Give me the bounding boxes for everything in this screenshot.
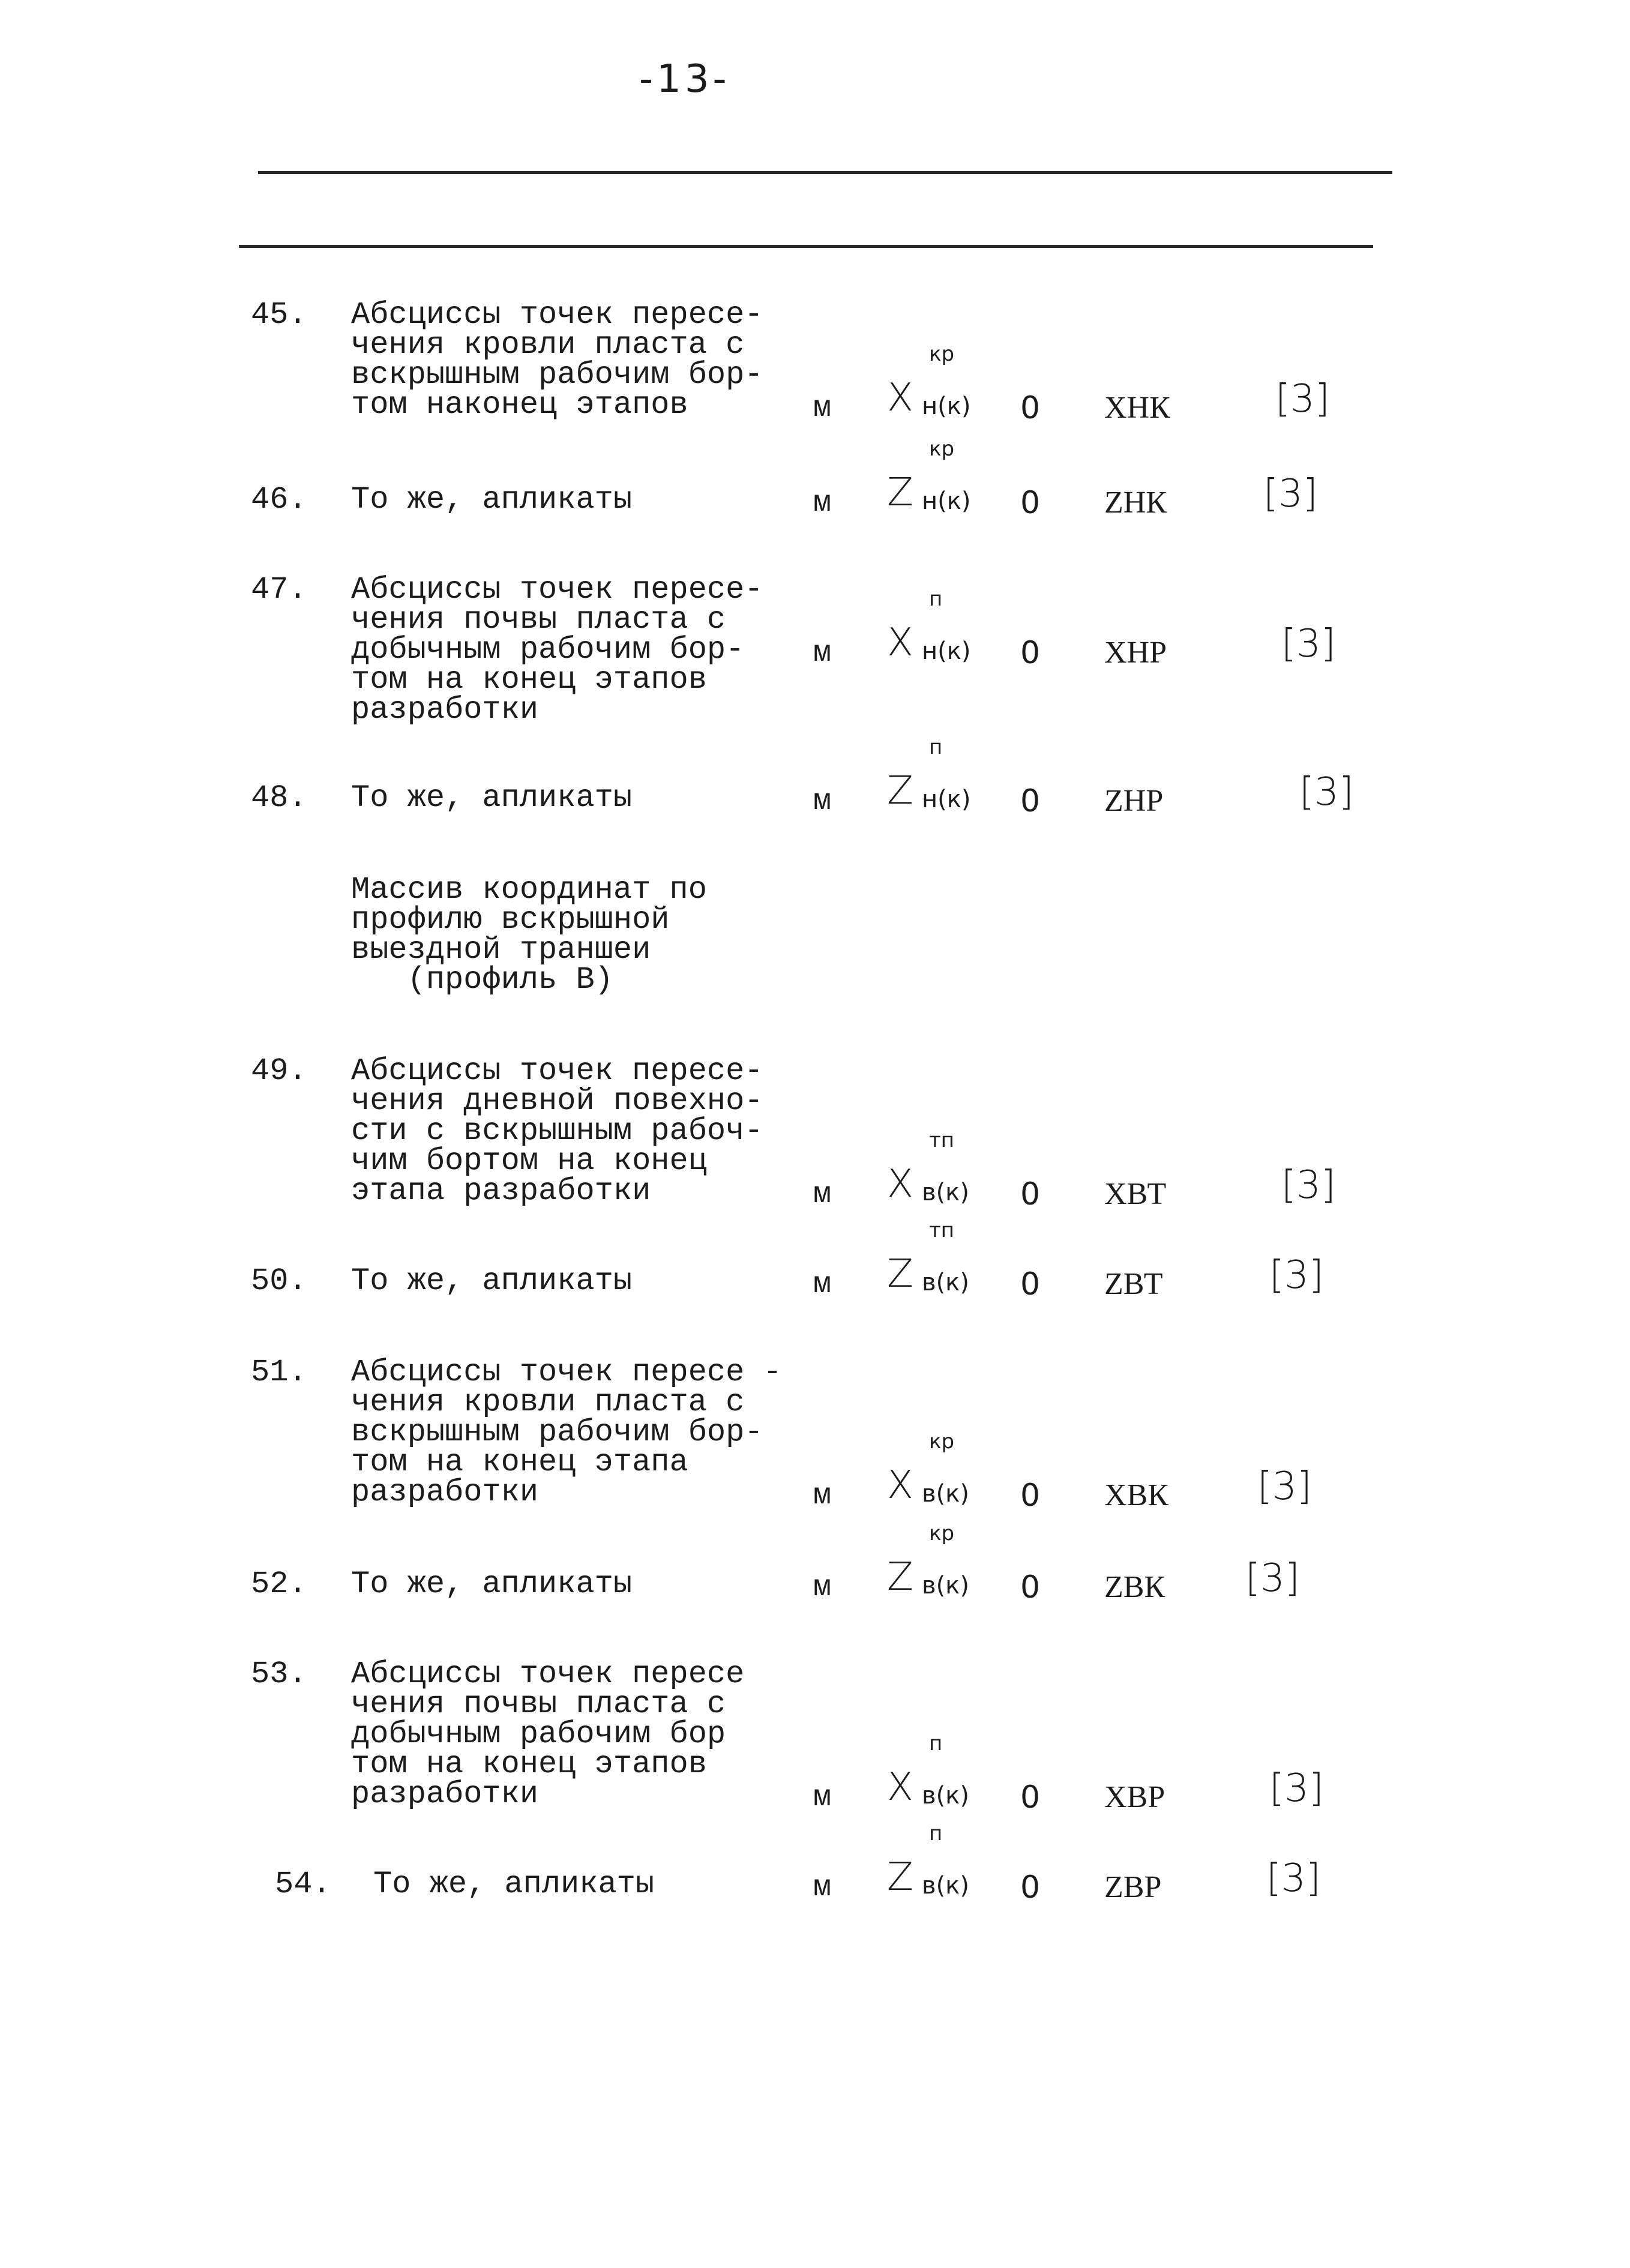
description-line: Абсциссы точек пересе-	[351, 297, 763, 332]
item-number: 54.	[275, 1866, 331, 1902]
description-line: Абсциссы точек пересе	[351, 1656, 745, 1692]
description-line: То же, апликаты	[373, 1866, 655, 1902]
description-line: том на конец этапа	[351, 1445, 688, 1480]
symbol-base: X	[887, 1463, 913, 1508]
reference: [3]	[1245, 1556, 1300, 1601]
unit: м	[813, 1871, 832, 1905]
item-description	[351, 572, 807, 727]
math-symbol	[887, 735, 1025, 813]
description-line: том на конец этапов	[351, 1746, 707, 1782]
item-description	[351, 482, 807, 517]
description-line: вскрышным рабочим бор-	[351, 357, 763, 393]
symbol-subscript: в(к)	[922, 1269, 969, 1296]
initial-value: 0	[1020, 1779, 1041, 1815]
symbol-superscript: кр	[929, 1521, 955, 1545]
description-line: То же, апликаты	[351, 1566, 633, 1602]
description-line: профилю вскрышной	[351, 902, 670, 937]
reference: [3]	[1299, 770, 1354, 814]
reference: [3]	[1263, 472, 1318, 516]
unit: м	[813, 1479, 832, 1513]
reference: [3]	[1269, 1253, 1324, 1298]
reference: [3]	[1269, 1766, 1324, 1811]
description-line: том на конец этапов	[351, 662, 707, 697]
identifier: ZНР	[1104, 784, 1164, 818]
symbol-superscript: п	[929, 1731, 943, 1755]
description-line: разработки	[351, 1475, 539, 1510]
description-line: выездной траншеи	[351, 932, 651, 967]
symbol-subscript: н(к)	[922, 487, 971, 515]
top-rule	[258, 171, 1392, 174]
symbol-superscript: п	[929, 1821, 943, 1845]
symbol-superscript: кр	[929, 1430, 955, 1454]
unit: м	[813, 1781, 832, 1815]
item-number: 50.	[251, 1263, 307, 1299]
identifier: XВК	[1104, 1478, 1168, 1512]
symbol-subscript: н(к)	[922, 393, 971, 420]
initial-value: 0	[1020, 390, 1041, 426]
symbol-base: Z	[887, 1555, 913, 1599]
symbol-base: X	[887, 376, 913, 420]
section-heading	[351, 872, 807, 997]
initial-value: 0	[1020, 1569, 1041, 1605]
description-line: То же, апликаты	[351, 780, 633, 816]
initial-value: 0	[1020, 485, 1041, 521]
initial-value: 0	[1020, 783, 1041, 819]
page-number: -13-	[639, 57, 730, 101]
unit: м	[813, 486, 832, 520]
reference: [3]	[1257, 1464, 1312, 1509]
description-line: чения кровли пласта с	[351, 1385, 745, 1420]
description-line: чения почвы пласта с	[351, 602, 726, 637]
reference: [3]	[1281, 1163, 1336, 1208]
description-line: этапа разработки	[351, 1173, 651, 1209]
description-line: То же, апликаты	[351, 482, 633, 517]
initial-value: 0	[1020, 1176, 1041, 1212]
symbol-base: X	[887, 1162, 913, 1206]
description-line: том наконец этапов	[351, 387, 688, 423]
unit: м	[813, 391, 832, 426]
item-description	[351, 1053, 807, 1209]
unit: м	[813, 636, 832, 670]
initial-value: 0	[1020, 1266, 1041, 1302]
symbol-subscript: н(к)	[922, 786, 971, 813]
reference: [3]	[1266, 1856, 1321, 1901]
item-description	[351, 1656, 807, 1812]
description-line: Абсциссы точек пересе-	[351, 572, 763, 607]
symbol-superscript: п	[929, 735, 943, 759]
identifier: XНР	[1104, 636, 1167, 670]
description-line: (профиль В)	[351, 962, 613, 997]
math-symbol	[887, 587, 1025, 665]
item-number: 52.	[251, 1566, 307, 1602]
item-number: 47.	[251, 572, 307, 607]
description-line: чения кровли пласта с	[351, 327, 745, 362]
symbol-base: Z	[887, 1252, 913, 1296]
math-symbol	[887, 1521, 1025, 1599]
unit: м	[813, 1571, 832, 1605]
reference: [3]	[1275, 377, 1330, 421]
item-description	[351, 1355, 807, 1510]
description-line: То же, апликаты	[351, 1263, 633, 1299]
description-line: сти с вскрышным рабоч-	[351, 1113, 763, 1149]
symbol-subscript: в(к)	[922, 1782, 969, 1809]
unit: м	[813, 784, 832, 819]
header-rule	[239, 245, 1373, 248]
description-line: разработки	[351, 1776, 539, 1812]
description-line: разработки	[351, 692, 539, 727]
item-number: 46.	[251, 482, 307, 517]
item-description	[351, 780, 807, 816]
unit: м	[813, 1178, 832, 1212]
symbol-subscript: в(к)	[922, 1872, 969, 1900]
initial-value: 0	[1020, 635, 1041, 671]
description-line: Абсциссы точек пересе-	[351, 1053, 763, 1089]
description-line: чим бортом на конец	[351, 1143, 707, 1179]
symbol-superscript: кр	[929, 437, 955, 461]
symbol-subscript: в(к)	[922, 1572, 969, 1599]
identifier: XВТ	[1104, 1177, 1167, 1211]
symbol-base: X	[887, 621, 913, 665]
item-description	[351, 297, 807, 423]
item-description	[373, 1866, 829, 1902]
symbol-superscript: тп	[929, 1218, 955, 1242]
identifier: XВР	[1104, 1780, 1165, 1814]
math-symbol	[887, 342, 1025, 420]
math-symbol	[887, 437, 1025, 515]
symbol-base: Z	[887, 769, 913, 813]
reference: [3]	[1281, 622, 1336, 666]
symbol-base: X	[887, 1765, 913, 1809]
math-symbol	[887, 1430, 1025, 1508]
item-number: 51.	[251, 1355, 307, 1390]
symbol-base: Z	[887, 1855, 913, 1900]
description-line: Массив координат по	[351, 872, 707, 907]
identifier: XНК	[1104, 391, 1170, 425]
math-symbol	[887, 1128, 1025, 1206]
identifier: ZВТ	[1104, 1267, 1163, 1301]
symbol-subscript: н(к)	[922, 637, 971, 665]
description-line: добычным рабочим бор-	[351, 632, 745, 667]
symbol-superscript: кр	[929, 342, 955, 366]
symbol-superscript: п	[929, 587, 943, 611]
symbol-subscript: в(к)	[922, 1480, 969, 1508]
initial-value: 0	[1020, 1478, 1041, 1514]
description-line: чения почвы пласта с	[351, 1686, 726, 1722]
description-line: вскрышным рабочим бор-	[351, 1415, 763, 1450]
unit: м	[813, 1268, 832, 1302]
item-number: 49.	[251, 1053, 307, 1089]
identifier: ZНК	[1104, 486, 1167, 520]
description-line: добычным рабочим бор	[351, 1716, 726, 1752]
math-symbol	[887, 1821, 1025, 1900]
item-number: 48.	[251, 780, 307, 816]
math-symbol	[887, 1731, 1025, 1809]
math-symbol	[887, 1218, 1025, 1296]
identifier: ZВК	[1104, 1570, 1165, 1604]
description-line: чения дневной повехно-	[351, 1083, 763, 1119]
item-description	[351, 1566, 807, 1602]
item-description	[351, 1263, 807, 1299]
symbol-superscript: тп	[929, 1128, 955, 1152]
item-number: 53.	[251, 1656, 307, 1692]
item-number: 45.	[251, 297, 307, 332]
description-line: Абсциссы точек пересе -	[351, 1355, 782, 1390]
symbol-base: Z	[887, 471, 913, 515]
symbol-subscript: в(к)	[922, 1179, 969, 1206]
identifier: ZВР	[1104, 1870, 1162, 1904]
initial-value: 0	[1020, 1869, 1041, 1906]
